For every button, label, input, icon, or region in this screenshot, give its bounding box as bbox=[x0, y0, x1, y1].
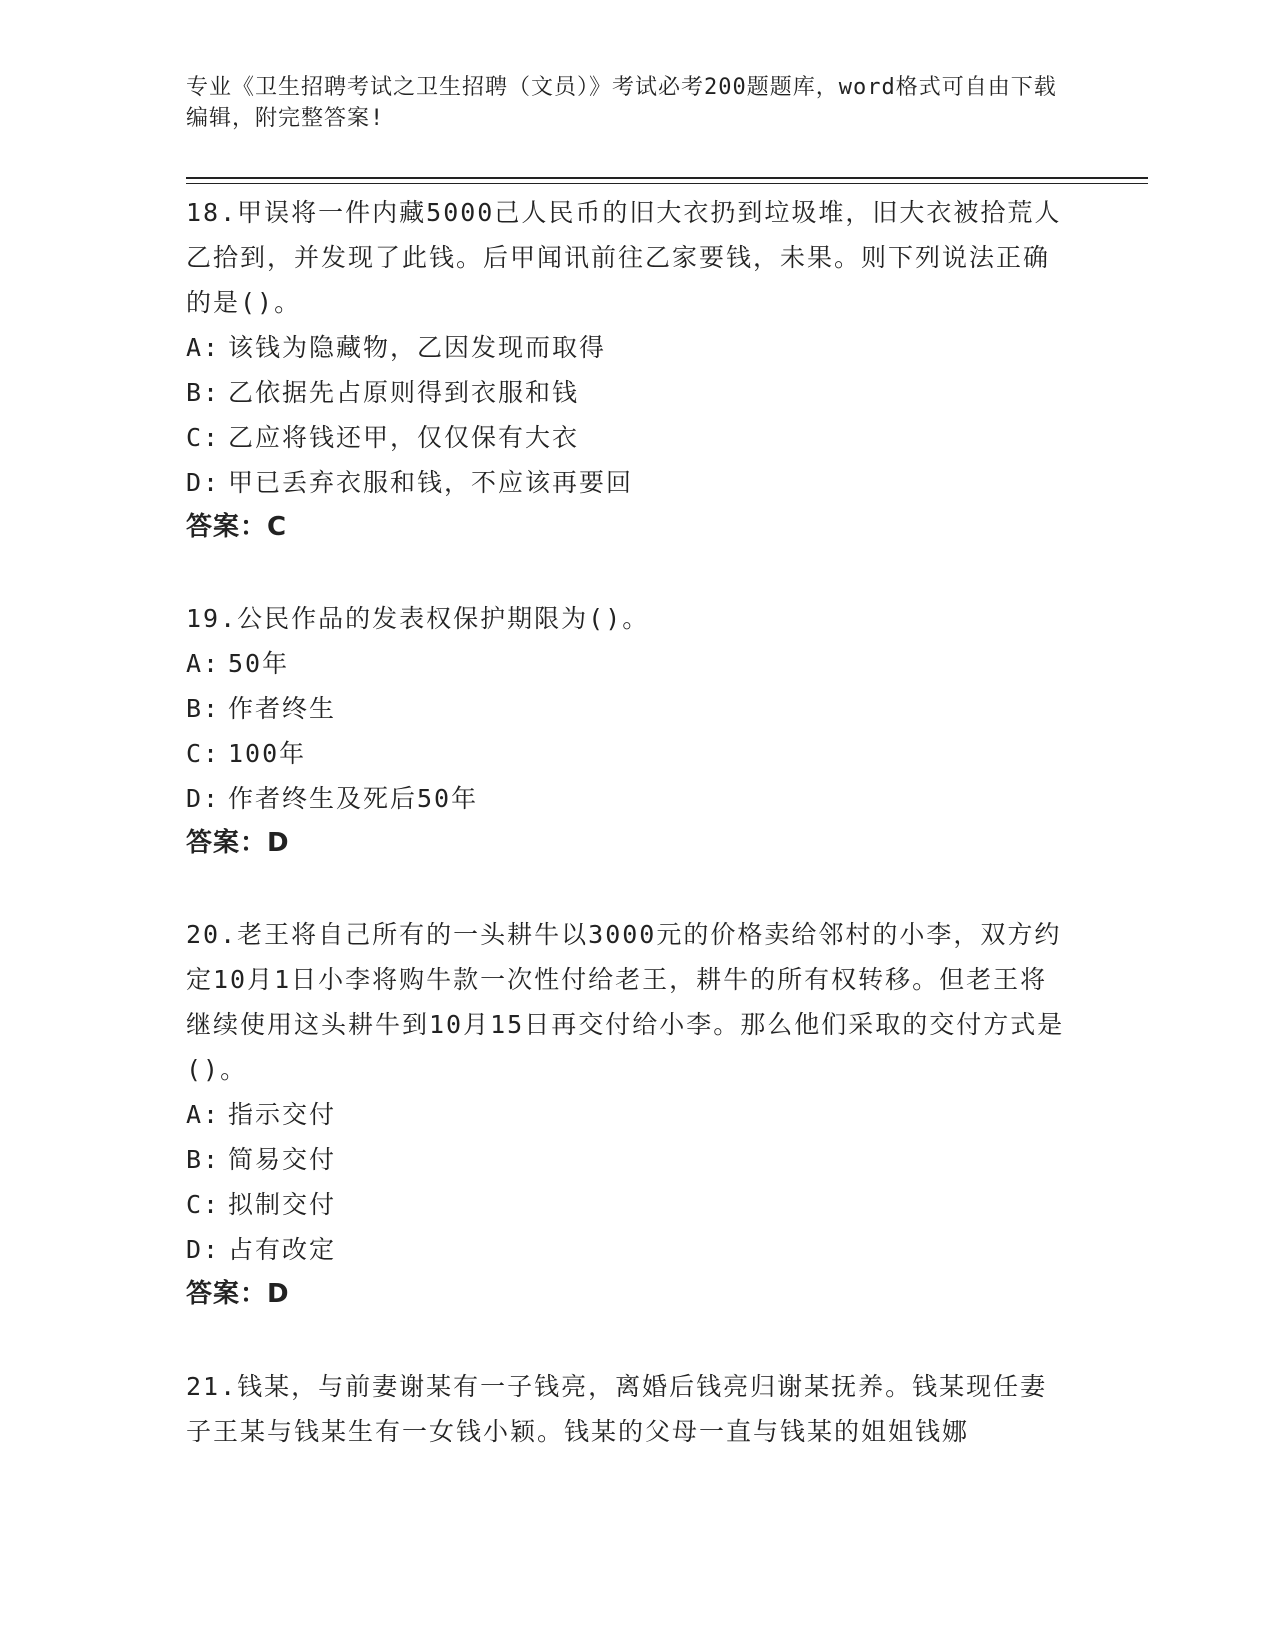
answer-line: 答案：D bbox=[186, 828, 290, 858]
option-text: 指示交付 bbox=[228, 1100, 337, 1129]
document-header: 专业《卫生招聘考试之卫生招聘（文员）》考试必考200题题库，word格式可自由下载编辑，附完整答案! bbox=[186, 75, 1057, 131]
question-20 bbox=[186, 912, 1066, 1317]
option-text: 简易交付 bbox=[228, 1145, 337, 1174]
option-c bbox=[186, 1182, 1066, 1227]
question-19 bbox=[186, 596, 1066, 866]
option-b bbox=[186, 1137, 1066, 1182]
option-text: 拟制交付 bbox=[228, 1190, 337, 1219]
option-c bbox=[186, 731, 1066, 776]
option-text: 该钱为隐藏物，乙因发现而取得 bbox=[228, 333, 607, 362]
option-b bbox=[186, 370, 1066, 415]
option-text: 作者终生及死后50年 bbox=[228, 784, 479, 813]
option-d bbox=[186, 776, 1066, 821]
option-letter: C: bbox=[186, 1190, 221, 1219]
option-letter: B: bbox=[186, 1145, 221, 1174]
question-stem: 19.公民作品的发表权保护期限为()。 bbox=[186, 604, 650, 633]
option-text: 50年 bbox=[228, 649, 290, 678]
answer-line: 答案：C bbox=[186, 512, 288, 542]
option-letter: D: bbox=[186, 784, 221, 813]
question-stem: 21.钱某，与前妻谢某有一子钱亮，离婚后钱亮归谢某抚养。钱某现任妻子王某与钱某生有一女钱小颖。钱某的父母一直与钱某的姐姐钱娜 bbox=[186, 1372, 1048, 1446]
option-letter: D: bbox=[186, 1235, 221, 1264]
option-a bbox=[186, 325, 1066, 370]
option-text: 100年 bbox=[228, 739, 307, 768]
option-letter: C: bbox=[186, 739, 221, 768]
option-letter: D: bbox=[186, 468, 221, 497]
option-text: 作者终生 bbox=[228, 694, 337, 723]
option-letter: B: bbox=[186, 378, 221, 407]
answer-line: 答案：D bbox=[186, 1279, 290, 1309]
header-divider bbox=[186, 177, 1148, 179]
option-d bbox=[186, 1227, 1066, 1272]
header-divider-thin bbox=[186, 183, 1148, 184]
option-letter: B: bbox=[186, 694, 221, 723]
question-21 bbox=[186, 1364, 1066, 1454]
question-18 bbox=[186, 190, 1066, 550]
option-letter: A: bbox=[186, 1100, 221, 1129]
option-text: 占有改定 bbox=[228, 1235, 337, 1264]
option-c bbox=[186, 415, 1066, 460]
question-stem: 20.老王将自己所有的一头耕牛以3000元的价格卖给邻村的小李，双方约定10月1日小李将购牛款一次性付给老王，耕牛的所有权转移。但老王将继续使用这头耕牛到10月15日再交付给小李。那么他们采取的交付方式是()。 bbox=[186, 920, 1065, 1084]
option-a bbox=[186, 641, 1066, 686]
option-letter: C: bbox=[186, 423, 221, 452]
option-a bbox=[186, 1092, 1066, 1137]
option-d bbox=[186, 460, 1066, 505]
question-stem: 18.甲误将一件内藏5000己人民币的旧大衣扔到垃圾堆，旧大衣被拾荒人乙拾到，并发现了此钱。后甲闻讯前往乙家要钱，未果。则下列说法正确的是()。 bbox=[186, 198, 1062, 317]
option-text: 甲已丢弃衣服和钱，不应该再要回 bbox=[228, 468, 634, 497]
option-b bbox=[186, 686, 1066, 731]
option-text: 乙应将钱还甲，仅仅保有大衣 bbox=[228, 423, 580, 452]
option-letter: A: bbox=[186, 649, 221, 678]
option-text: 乙依据先占原则得到衣服和钱 bbox=[228, 378, 580, 407]
option-letter: A: bbox=[186, 333, 221, 362]
